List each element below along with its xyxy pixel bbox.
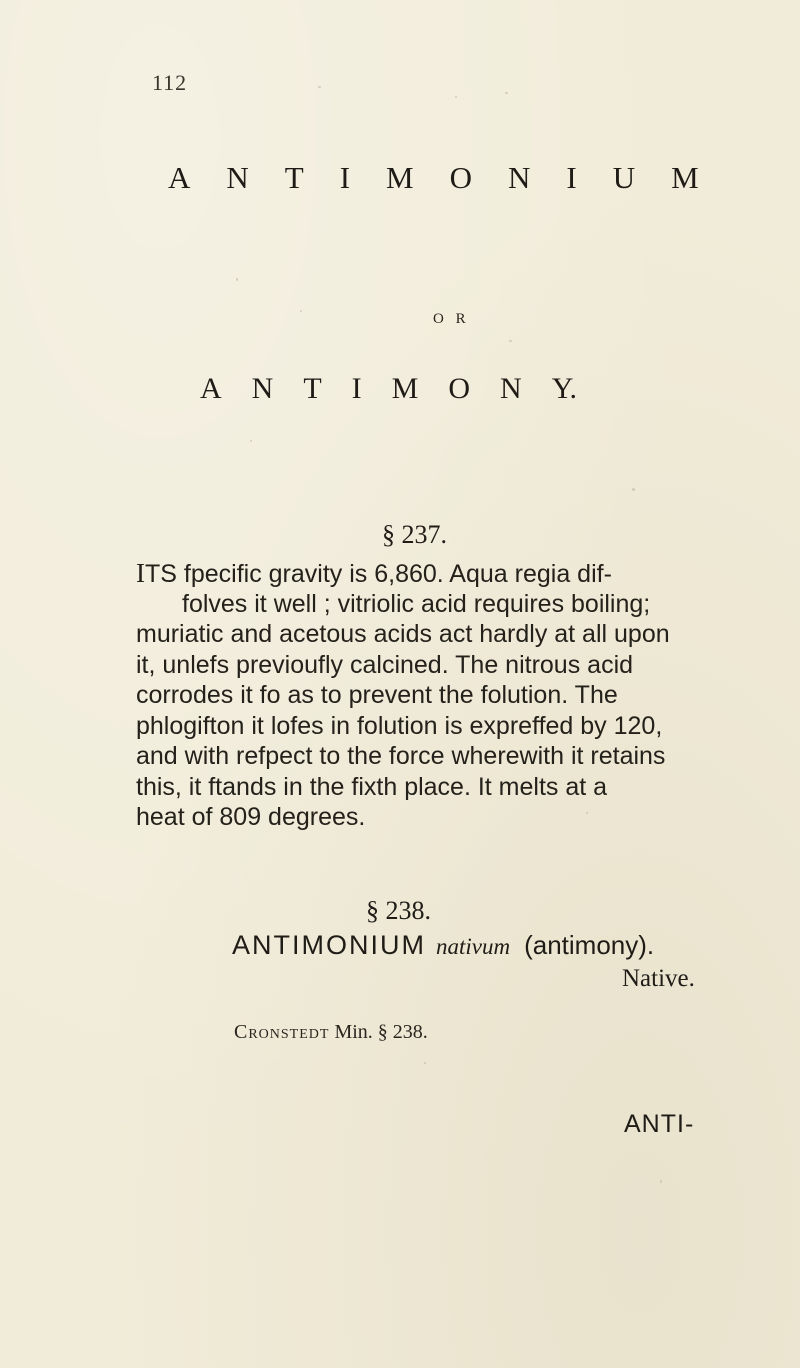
title-antimonium (168, 160, 788, 196)
title-letter: O (449, 160, 473, 195)
species-latin-epithet: nativum (435, 934, 511, 959)
or-connector: O R (433, 311, 470, 327)
page-number: 112 (152, 70, 188, 95)
subtitle-letter: M (391, 372, 419, 405)
paper-speck (509, 340, 512, 342)
catchword: ANTI- (624, 1110, 695, 1138)
paper-speck (300, 310, 302, 312)
species-name: ANTIMONIUM (232, 930, 426, 960)
paper-speck (455, 96, 457, 98)
subtitle-letter: I (351, 372, 362, 405)
paper-speck (632, 488, 635, 491)
paragraph-line-text: TS fpecific gravity is 6,860. Aqua regia dif- (145, 560, 612, 588)
subtitle-letter: Y. (551, 372, 578, 405)
paragraph-line: corrodes it fo as to prevent the folution. The (136, 681, 618, 709)
title-letter: I (566, 160, 577, 195)
species-english-name: (antimony). (524, 930, 655, 960)
title-letter: A (168, 160, 191, 195)
subtitle-letter: T (303, 372, 322, 405)
paragraph-line: phlogifton it lofes in folution is expreffed by 120, (136, 711, 663, 740)
species-variety: Native. (622, 965, 695, 992)
paper-speck (318, 86, 321, 88)
subtitle-letter: N (500, 372, 522, 405)
paper-speck (424, 1062, 426, 1064)
title-letter: M (671, 160, 699, 195)
paragraph-line (136, 558, 656, 589)
paper-speck (236, 278, 238, 281)
subtitle-letter: N (251, 372, 274, 405)
paragraph-line: it, unlefs previoufly calcined. The nitrous acid (136, 650, 634, 679)
paper-speck (250, 440, 252, 442)
title-letter: U (612, 160, 636, 195)
subtitle-letter: O (448, 372, 471, 405)
paper-speck (660, 1180, 662, 1183)
species-entry (232, 930, 654, 961)
literature-reference (234, 1021, 428, 1044)
paragraph-line: heat of 809 degrees. (136, 803, 366, 831)
title-letter: T (284, 160, 304, 195)
section-number-237: § 237. (382, 520, 447, 549)
section-number-238: § 238. (366, 896, 431, 925)
paragraph-237 (136, 558, 670, 833)
subtitle-letter: A (200, 372, 222, 405)
paragraph-line: muriatic and acetous acids act hardly at all upon (136, 620, 670, 648)
paper-speck (586, 812, 588, 814)
title-letter: N (226, 160, 249, 195)
title-letter: N (508, 160, 531, 195)
reference-citation: Min. § 238. (334, 1021, 428, 1043)
drop-cap: I (136, 558, 145, 588)
paragraph-line: and with refpect to the force wherewith it retains (136, 742, 666, 770)
reference-author: Cronstedt (234, 1021, 330, 1043)
paper-speck (505, 92, 508, 94)
title-antimony (200, 372, 577, 406)
title-letter: I (339, 160, 351, 195)
title-letter: M (386, 160, 414, 195)
paragraph-line: this, it ftands in the fixth place. It melts at a (136, 772, 608, 801)
paragraph-line: folves it well ; vitriolic acid requires boiling; (182, 589, 651, 618)
